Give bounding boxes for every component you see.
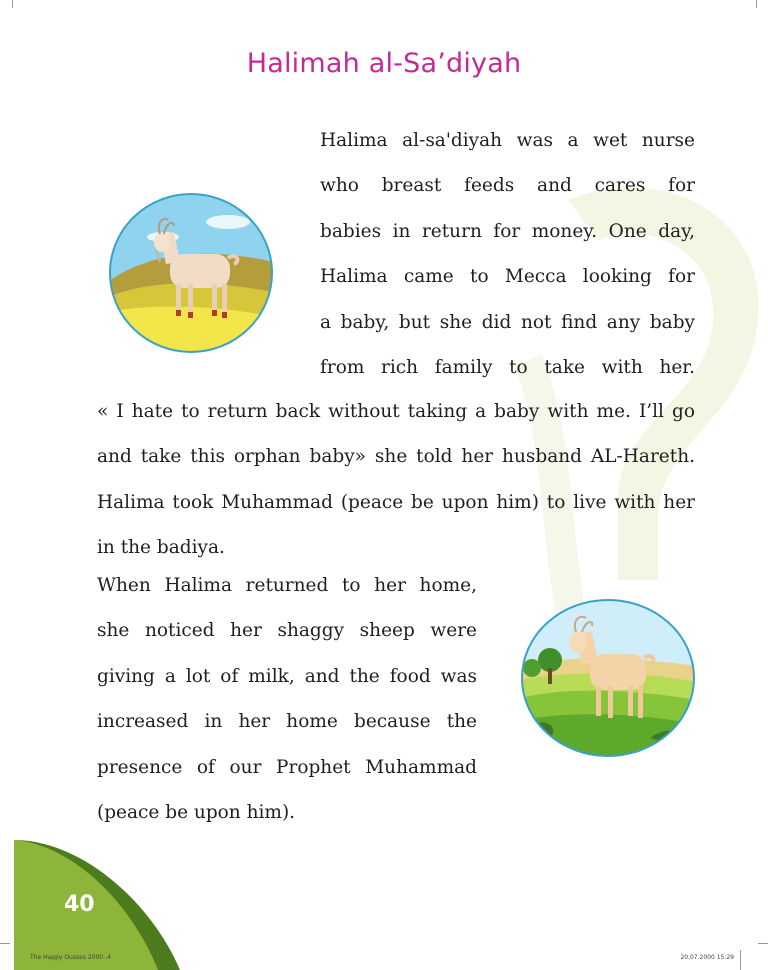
text-line: Halima came to Mecca looking for <box>320 266 695 288</box>
crop-mark <box>758 943 768 944</box>
text-line: a baby, but she did not find any baby <box>320 311 695 333</box>
text-line: and take this orphan baby» she told her husband AL-Hareth. <box>97 446 695 468</box>
crop-mark <box>740 950 741 970</box>
page-title: Halimah al-Sa’diyah <box>246 48 522 79</box>
text-line: increased in her home because the <box>97 711 477 733</box>
text-line: babies in return for money. One day, <box>320 220 695 242</box>
goat-in-meadow-illustration <box>520 598 696 758</box>
text-line: « I hate to return back without taking a baby with me. I’ll go <box>97 401 695 422</box>
paragraph-3 <box>97 563 477 835</box>
print-info-left: The Happy Ousses 2000 -4 <box>30 954 111 961</box>
goat-in-desert-illustration <box>108 192 274 354</box>
text-line: who breast feeds and cares for <box>320 175 695 197</box>
paragraph-2 <box>97 389 695 571</box>
crop-mark <box>756 0 757 8</box>
text-line: When Halima returned to her home, <box>97 575 477 596</box>
text-line: she noticed her shaggy sheep were <box>97 620 477 642</box>
crop-mark <box>0 943 10 944</box>
crop-mark <box>12 0 13 8</box>
text-line: presence of our Prophet Muhammad <box>97 756 477 778</box>
text-line: from rich family to take with her. <box>320 357 695 379</box>
print-info-right: 20.07.2000 15:29 <box>680 954 734 961</box>
paragraph-1 <box>320 118 695 390</box>
page-number: 40 <box>64 892 95 917</box>
text-line: Halima took Muhammad (peace be upon him) to live with her <box>97 491 695 513</box>
text-line: giving a lot of milk, and the food was <box>97 665 477 687</box>
text-line: (peace be upon him). <box>97 802 296 824</box>
text-line: in the badiya. <box>97 537 225 559</box>
text-line: Halima al-sa'diyah was a wet nurse <box>320 130 695 151</box>
